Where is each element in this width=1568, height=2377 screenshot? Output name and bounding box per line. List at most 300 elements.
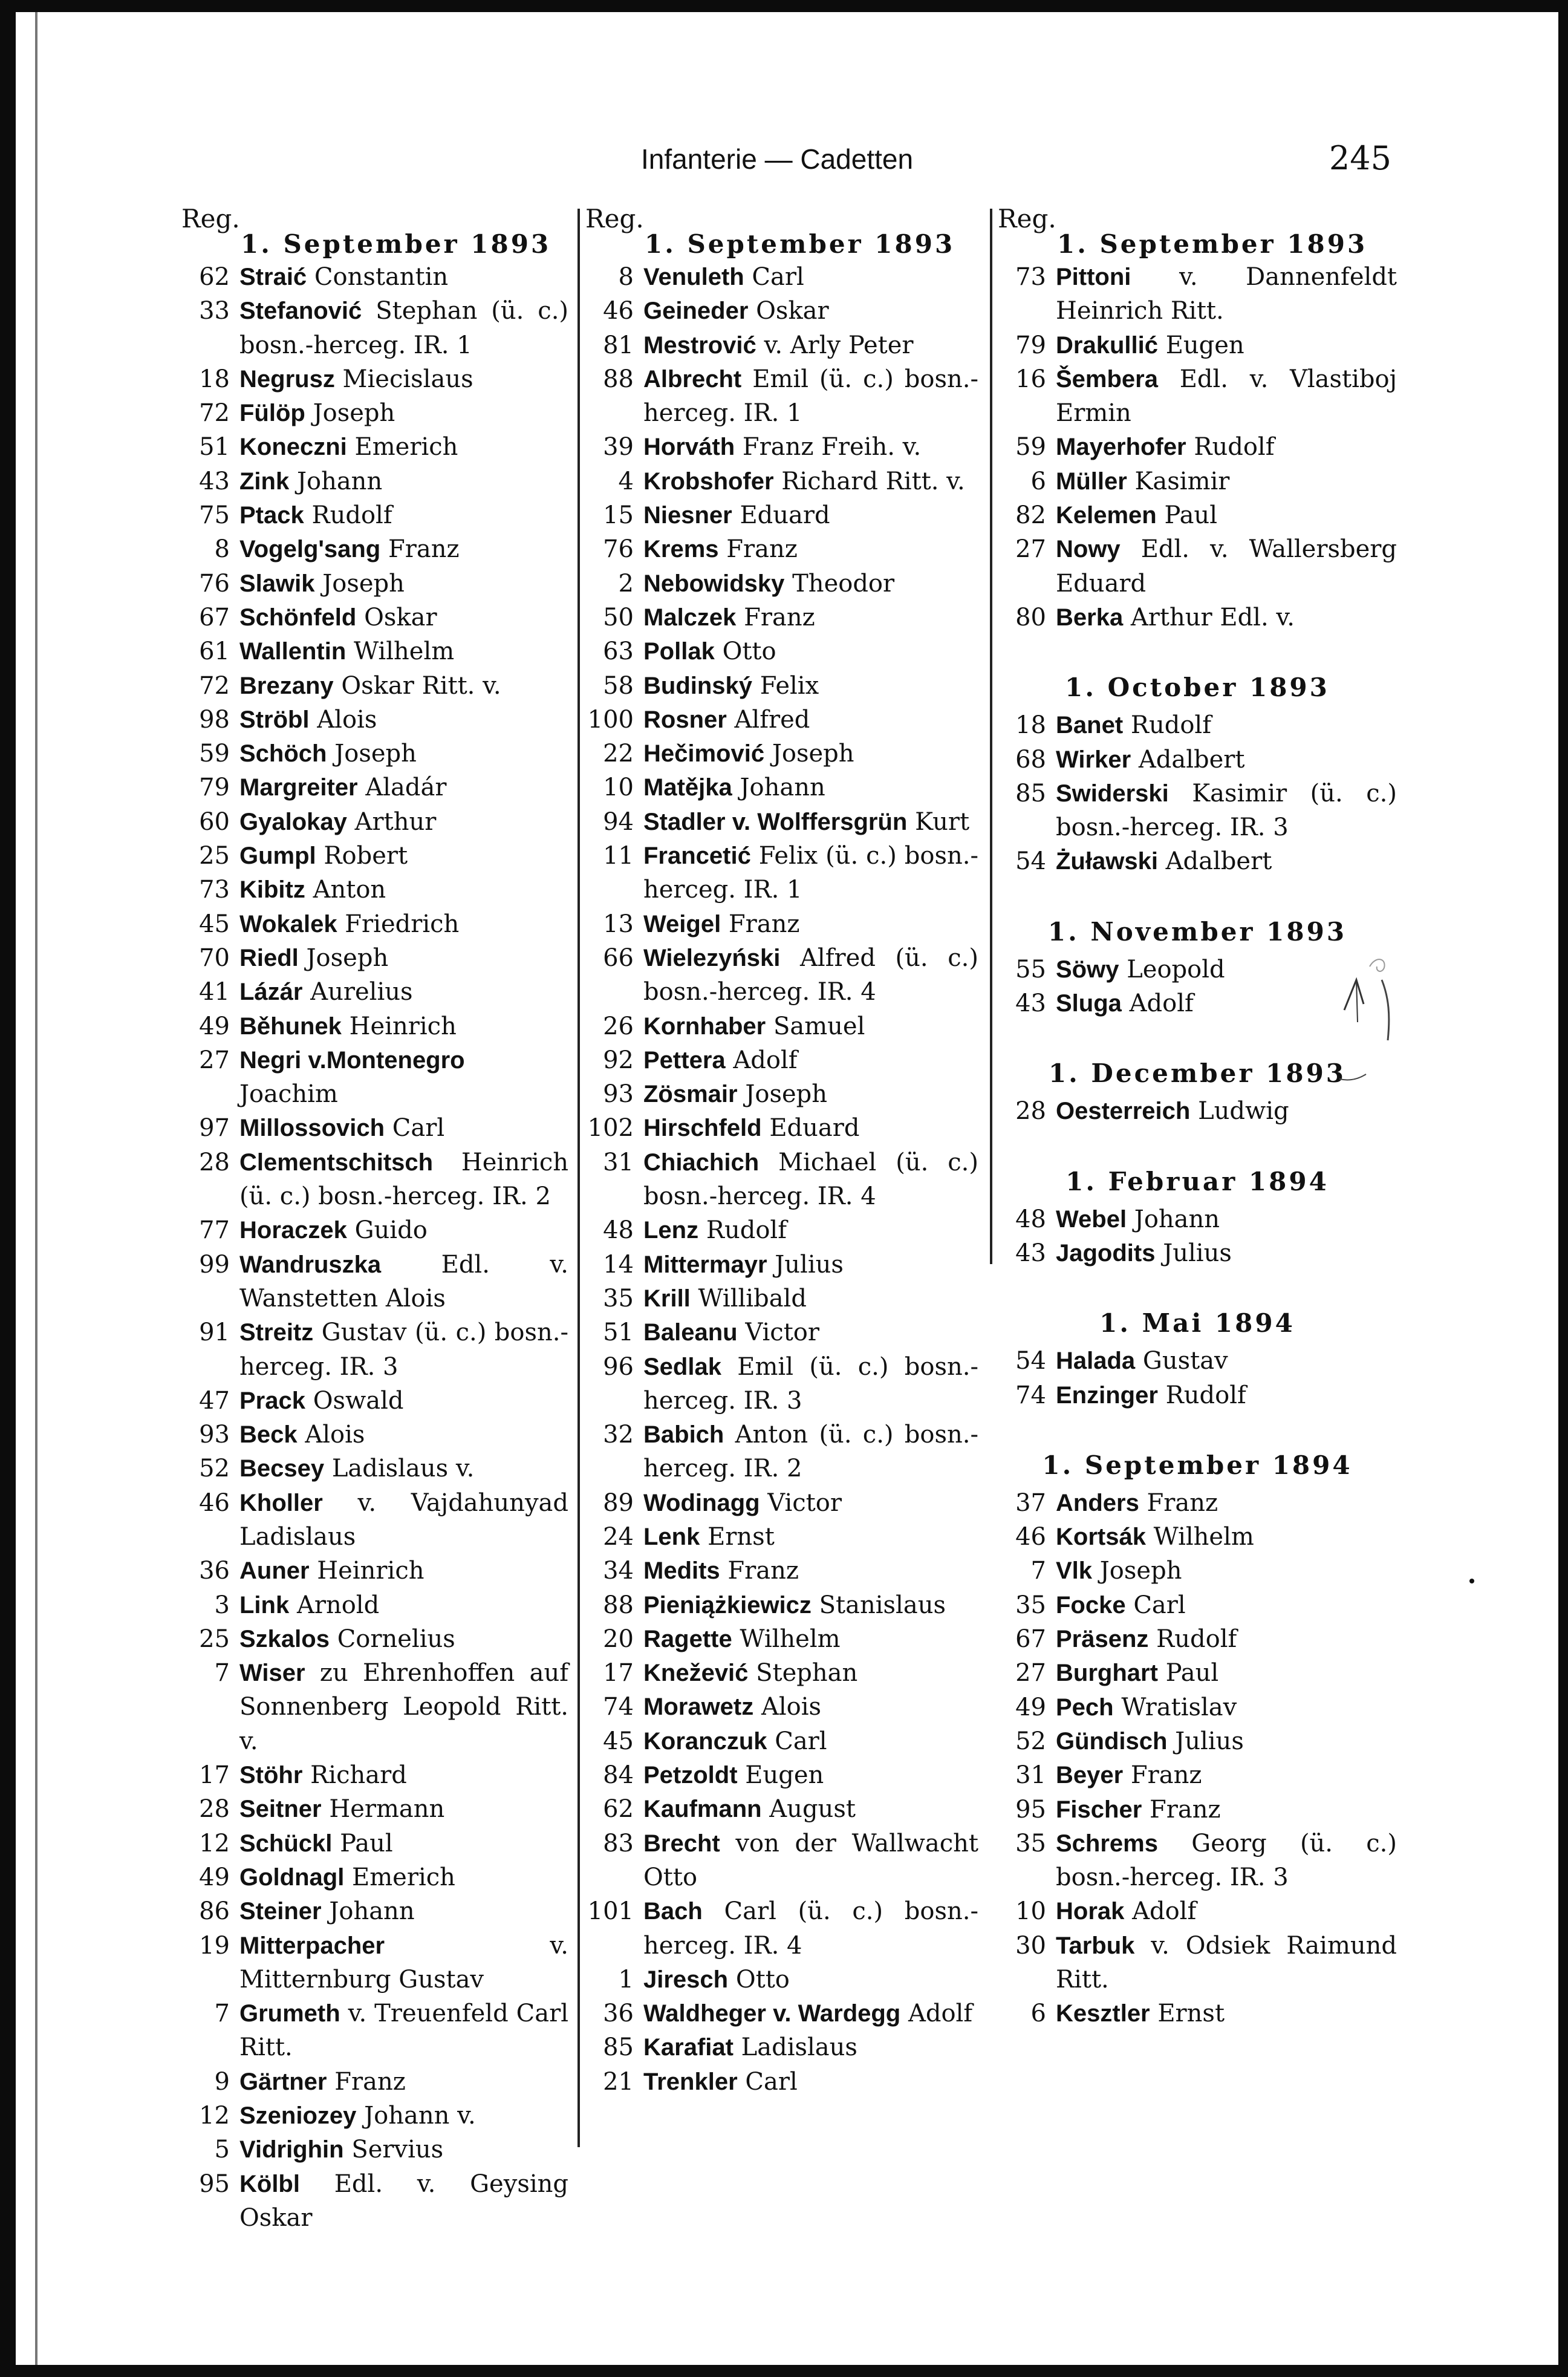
roster-entry: [181, 1588, 568, 1622]
cadet-name: [239, 1758, 568, 1792]
given-name-details: Wratislav: [1121, 1693, 1237, 1721]
surname: Krobshofer: [643, 468, 774, 495]
roster-entry: [585, 1963, 978, 1997]
given-name-details: Carl: [775, 1727, 827, 1755]
roster-entry: [181, 1997, 568, 2065]
cadet-name: [643, 1963, 978, 1997]
regiment-number: 43: [1015, 990, 1046, 1018]
regiment-number: 43: [199, 467, 230, 495]
roster-entry: [998, 1486, 1397, 1520]
regiment-number: 82: [1015, 501, 1046, 530]
given-name-details: Arthur: [354, 807, 437, 836]
regiment-number: 30: [1015, 1931, 1046, 1960]
column-rule: [990, 209, 992, 1264]
roster-entry: [181, 1894, 568, 1928]
roster-entry: [585, 430, 978, 464]
regiment-number: 83: [603, 1829, 634, 1857]
regiment-number: 11: [603, 842, 634, 870]
section-date-heading: 1. September 1893: [241, 229, 551, 259]
cadet-name: [239, 1656, 568, 1758]
regiment-number: 85: [603, 2033, 634, 2062]
roster-entry: [585, 737, 978, 771]
regiment-number: 59: [199, 740, 230, 768]
surname: Burghart: [1056, 1660, 1158, 1687]
cadet-name: [643, 1350, 978, 1418]
regiment-number: 36: [603, 2000, 634, 2028]
surname: Horak: [1056, 1898, 1125, 1925]
cadet-name: [239, 1213, 568, 1247]
cadet-name: [1056, 328, 1397, 362]
roster-entry: [998, 777, 1397, 845]
given-name-details: v. Arly Peter: [764, 331, 914, 359]
column-2: [585, 206, 978, 2099]
cadet-name: [643, 1282, 978, 1316]
given-name-details: Adolf: [908, 2000, 973, 2028]
given-name-details: Richard: [310, 1761, 407, 1790]
given-name-details: Cornelius: [337, 1625, 455, 1653]
surname: Albrecht: [643, 365, 742, 393]
regiment-number: 41: [199, 978, 230, 1006]
roster-entry: [585, 703, 978, 737]
given-name-details: Ernst: [708, 1522, 775, 1551]
surname: Enzinger: [1056, 1381, 1158, 1409]
regiment-number: 58: [603, 671, 634, 700]
given-name-details: Johann: [1134, 1205, 1220, 1233]
cadet-name: [1056, 430, 1397, 464]
cadet-name: [643, 805, 978, 839]
column-3: [998, 206, 1397, 2031]
given-name-details: Miecislaus: [342, 365, 473, 393]
roster-entry: [585, 1997, 978, 2030]
surname: Straić: [239, 264, 307, 290]
regiment-number: 88: [603, 365, 634, 393]
roster-entry: [998, 1691, 1397, 1724]
cadet-name: [1056, 1378, 1397, 1412]
regiment-number: 39: [603, 433, 634, 461]
regiment-number: 2: [618, 569, 634, 598]
cadet-name: [239, 873, 568, 907]
cadet-name: [643, 1146, 978, 1214]
cadet-name: [643, 328, 978, 362]
given-name-details: Emil (ü. c.) bosn.-herceg. IR. 3: [643, 1352, 978, 1415]
cadet-name: [239, 703, 568, 737]
surname: Mestrović: [643, 331, 756, 359]
cadet-name: [643, 1827, 978, 1895]
cadet-name: [1056, 1554, 1397, 1588]
roster-entry: [998, 953, 1397, 986]
roster-entry: [998, 362, 1397, 431]
given-name-details: Felix: [760, 671, 819, 700]
roster-entry: [585, 1758, 978, 1792]
cadet-name: [239, 1860, 568, 1894]
reg-label: Reg.: [998, 204, 1056, 233]
roster-entry: [181, 2065, 568, 2099]
surname: Webel: [1056, 1205, 1127, 1233]
roster-entry: [181, 1554, 568, 1588]
cadet-name: [643, 1894, 978, 1963]
regiment-number: 73: [199, 876, 230, 904]
cadet-name: [643, 1043, 978, 1077]
cadet-name: [239, 1248, 568, 1316]
surname: Petzoldt: [643, 1762, 738, 1789]
cadet-name: [643, 1418, 978, 1486]
surname: Anders: [1056, 1489, 1139, 1516]
roster-entry: [585, 805, 978, 839]
roster-entry: [585, 1554, 978, 1588]
handwritten-arrow-mark: [1339, 956, 1400, 1089]
cadet-name: [1056, 1691, 1397, 1724]
regiment-number: 66: [603, 944, 634, 972]
cadet-name: [239, 1146, 568, 1214]
cadet-name: [643, 498, 978, 532]
given-name-details: Johann: [296, 467, 383, 495]
regiment-number: 91: [199, 1319, 230, 1347]
regiment-number: 72: [199, 399, 230, 428]
roster-entry: [585, 1077, 978, 1111]
surname: Wokalek: [239, 910, 337, 937]
regiment-number: 74: [1015, 1381, 1046, 1409]
regiment-number: 10: [603, 774, 634, 802]
cadet-name: [1056, 532, 1397, 601]
regiment-number: 51: [603, 1319, 634, 1347]
surname: Gumpl: [239, 843, 316, 870]
roster-entry: [181, 1418, 568, 1452]
regiment-number: 68: [1015, 745, 1046, 774]
cadet-name: [643, 1792, 978, 1826]
given-name-details: Otto: [735, 1965, 790, 1994]
regiment-number: 75: [199, 501, 230, 530]
roster-entry: [998, 844, 1397, 878]
cadet-name: [643, 1588, 978, 1622]
regiment-number: 27: [1015, 1659, 1046, 1687]
surname: Negrusz: [239, 365, 335, 393]
regiment-number: 93: [199, 1421, 230, 1449]
given-name-details: Aladár: [365, 774, 447, 802]
roster-entry: [585, 601, 978, 634]
given-name-details: Heinrich: [349, 1012, 457, 1040]
roster-entry: [181, 294, 568, 362]
surname: Krems: [643, 536, 719, 563]
surname: Stefanović: [239, 298, 362, 325]
cadet-name: [239, 2099, 568, 2133]
given-name-details: Alois: [317, 705, 377, 734]
roster-entry: [181, 1248, 568, 1316]
roster-entry: [181, 2167, 568, 2235]
cadet-name: [239, 669, 568, 703]
regiment-number: 62: [199, 263, 230, 291]
cadet-name: [1056, 498, 1397, 532]
cadet-name: [643, 465, 978, 498]
surname: Hirschfeld: [643, 1115, 762, 1142]
regiment-number: 63: [603, 637, 634, 666]
cadet-name: [643, 1758, 978, 1792]
surname: Pettera: [643, 1046, 726, 1074]
given-name-details: Franz: [726, 535, 798, 564]
roster-entry: [585, 465, 978, 498]
cadet-name: [643, 1724, 978, 1758]
roster-entry: [181, 465, 568, 498]
surname: Swiderski: [1056, 780, 1169, 807]
given-name-details: Ladislaus: [741, 2033, 857, 2062]
regiment-number: 47: [199, 1386, 230, 1415]
roster-entry: [585, 1894, 978, 1963]
surname: Matějka: [643, 774, 732, 801]
given-name-details: v. Vajdahunyad Ladislaus: [239, 1488, 568, 1551]
cadet-name: [643, 1077, 978, 1111]
roster-entry: [181, 941, 568, 975]
surname: Pech: [1056, 1694, 1114, 1721]
regiment-number: 72: [199, 671, 230, 700]
roster-entry: [998, 1929, 1397, 1997]
given-name-details: Julius: [1163, 1239, 1232, 1267]
roster-entry: [181, 260, 568, 294]
regiment-number: 17: [199, 1761, 230, 1790]
cadet-name: [1056, 1344, 1397, 1378]
given-name-details: Eduard: [769, 1114, 860, 1143]
regiment-number: 15: [603, 501, 634, 530]
given-name-details: Rudolf: [1165, 1381, 1246, 1409]
cadet-name: [643, 839, 978, 907]
given-name-details: Constantin: [314, 263, 449, 291]
given-name-details: Joseph: [322, 569, 405, 598]
surname: Negri v.Montenegro: [239, 1046, 465, 1074]
given-name-details: Adolf: [1129, 990, 1194, 1018]
scan-border-left: [0, 0, 16, 2377]
roster-entry: [585, 1520, 978, 1554]
surname: Kholler: [239, 1489, 323, 1516]
regiment-number: 10: [1015, 1897, 1046, 1926]
given-name-details: Julius: [1175, 1727, 1244, 1755]
regiment-number: 18: [1015, 711, 1046, 740]
surname: Běhunek: [239, 1012, 342, 1040]
given-name-details: Joseph: [772, 740, 854, 768]
given-name-details: Gustav: [1142, 1347, 1228, 1375]
surname: Zösmair: [643, 1081, 738, 1108]
regiment-number: 92: [603, 1046, 634, 1074]
given-name-details: Richard Ritt. v.: [781, 467, 965, 495]
cadet-name: [1056, 1520, 1397, 1554]
regiment-number: 1: [618, 1965, 634, 1994]
cadet-name: [643, 737, 978, 771]
roster-entry: [181, 737, 568, 771]
roster-entry: [585, 634, 978, 668]
cadet-name: [643, 567, 978, 601]
surname: Präsenz: [1056, 1626, 1149, 1653]
given-name-details: Adalbert: [1165, 847, 1272, 876]
cadet-name: [1056, 1929, 1397, 1997]
given-name-details: Ladislaus v.: [331, 1455, 475, 1483]
surname: Streitz: [239, 1319, 314, 1346]
roster-entry: [585, 1146, 978, 1214]
given-name-details: Edl. v. Geysing Oskar: [239, 2170, 569, 2232]
surname: Morawetz: [643, 1694, 754, 1721]
roster-entry: [998, 1344, 1397, 1378]
regiment-number: 8: [214, 535, 230, 564]
surname: Schrems: [1056, 1830, 1158, 1857]
cadet-name: [1056, 1622, 1397, 1656]
regiment-number: 62: [603, 1795, 634, 1824]
roster-entry: [585, 941, 978, 1009]
surname: Krill: [643, 1285, 691, 1312]
surname: Goldnagl: [239, 1863, 345, 1891]
cadet-name: [643, 1248, 978, 1282]
surname: Steiner: [239, 1898, 322, 1925]
surname: Mitterpacher: [239, 1932, 385, 1959]
roster-entry: [998, 1724, 1397, 1758]
given-name-details: Gustav (ü. c.) bosn.-herceg. IR. 3: [239, 1319, 568, 1381]
regiment-number: 9: [214, 2067, 230, 2096]
surname: Babich: [643, 1421, 724, 1449]
surname: Tarbuk: [1056, 1932, 1135, 1959]
roster-entry: [585, 1043, 978, 1077]
given-name-details: Servius: [351, 2136, 444, 2164]
roster-entry: [585, 328, 978, 362]
cadet-name: [643, 1213, 978, 1247]
surname: Zink: [239, 468, 290, 495]
cadet-name: [239, 1009, 568, 1043]
regiment-number: 95: [1015, 1795, 1046, 1824]
regiment-number: 85: [1015, 779, 1046, 807]
surname: Nowy: [1056, 536, 1121, 563]
speck: [1469, 1579, 1474, 1583]
given-name-details: Carl: [752, 263, 804, 291]
regiment-number: 45: [199, 910, 230, 938]
roster-entry: [998, 1554, 1397, 1588]
given-name-details: Willibald: [698, 1284, 807, 1312]
regiment-number: 96: [603, 1352, 634, 1381]
roster-entry: [585, 294, 978, 328]
roster-entry: [585, 1656, 978, 1690]
surname: Waldheger v. Wardegg: [643, 2000, 901, 2027]
roster-entry: [181, 1452, 568, 1485]
cadet-name: [643, 294, 978, 328]
given-name-details: Oswald: [313, 1386, 404, 1415]
surname: Fischer: [1056, 1796, 1142, 1823]
reg-label: Reg.: [585, 204, 644, 233]
surname: Auner: [239, 1557, 310, 1585]
cadet-name: [1056, 1997, 1397, 2030]
given-name-details: Rudolf: [1156, 1625, 1237, 1654]
surname: Kelemen: [1056, 502, 1157, 529]
roster-entry: [998, 430, 1397, 464]
surname: Wodinagg: [643, 1489, 760, 1516]
surname: Berka: [1056, 604, 1124, 631]
surname: Żuławski: [1056, 848, 1158, 875]
surname: Oesterreich: [1056, 1098, 1191, 1125]
surname: Kaufmann: [643, 1796, 762, 1823]
given-name-details: Franz: [744, 603, 815, 631]
cadet-name: [1056, 777, 1397, 845]
surname: Brecht: [643, 1830, 720, 1857]
section-date-heading: 1. November 1893: [1047, 916, 1347, 947]
regiment-number: 89: [603, 1488, 634, 1517]
surname: Szeniozey: [239, 2102, 357, 2130]
roster-entry: [585, 532, 978, 566]
roster-entry: [998, 1997, 1397, 2030]
surname: Wirker: [1056, 746, 1131, 773]
cadet-name: [239, 294, 568, 362]
regiment-number: 70: [199, 944, 230, 972]
regiment-number: 13: [603, 910, 634, 938]
roster-entry: [998, 1758, 1397, 1792]
surname: Lázár: [239, 979, 303, 1006]
surname: Lenz: [643, 1217, 699, 1244]
surname: Medits: [643, 1557, 720, 1585]
given-name-details: Kasimir (ü. c.) bosn.-herceg. IR. 3: [1056, 779, 1397, 842]
roster-entry: [998, 1793, 1397, 1827]
cadet-name: [239, 260, 568, 294]
surname: Kesztler: [1056, 2000, 1150, 2027]
surname: Mittermayr: [643, 1251, 767, 1278]
surname: Niesner: [643, 502, 732, 529]
surname: Halada: [1056, 1348, 1136, 1375]
regiment-number: 8: [618, 263, 634, 291]
given-name-details: Franz: [1150, 1795, 1221, 1824]
regiment-number: 20: [603, 1625, 634, 1653]
regiment-number: 32: [603, 1421, 634, 1449]
cadet-name: [239, 1043, 568, 1112]
roster-entry: [585, 771, 978, 804]
regiment-number: 35: [1015, 1829, 1046, 1857]
regiment-number: 76: [199, 569, 230, 598]
given-name-details: Victor: [745, 1319, 819, 1347]
roster-entry: [998, 1656, 1397, 1690]
roster-entry: [181, 1758, 568, 1792]
surname: Wielezyński: [643, 944, 781, 971]
roster-entry: [998, 532, 1397, 601]
regiment-number: 59: [1015, 433, 1046, 461]
cadet-name: [239, 1622, 568, 1656]
given-name-details: Joachim: [239, 1080, 338, 1109]
regiment-number: 74: [603, 1693, 634, 1721]
regiment-number: 28: [1015, 1097, 1046, 1126]
roster-entry: [998, 498, 1397, 532]
cadet-name: [239, 362, 568, 396]
surname: Kibitz: [239, 876, 305, 904]
given-name-details: Kurt: [915, 807, 970, 836]
column-1: [181, 206, 568, 2235]
regiment-number: 97: [199, 1114, 230, 1143]
surname: Wandruszka: [239, 1251, 382, 1278]
regiment-number: 26: [603, 1012, 634, 1040]
surname: Banet: [1056, 712, 1124, 739]
regiment-number: 45: [603, 1727, 634, 1755]
roster-entry: [585, 1350, 978, 1418]
surname: Karafiat: [643, 2034, 734, 2061]
surname: Francetić: [643, 843, 751, 870]
roster-entry: [585, 2065, 978, 2099]
given-name-details: Edl. v. Wanstetten Alois: [239, 1250, 568, 1312]
given-name-details: Joseph: [745, 1080, 828, 1109]
cadet-name: [643, 907, 978, 941]
cadet-name: [239, 2133, 568, 2167]
cadet-name: [239, 2167, 568, 2235]
surname: Šembera: [1056, 365, 1158, 393]
cadet-name: [239, 465, 568, 498]
roster-entry: [181, 1316, 568, 1384]
given-name-details: Franz: [727, 1557, 799, 1585]
surname: Geineder: [643, 298, 749, 325]
roster-entry: [585, 1622, 978, 1656]
surname: Hečimović: [643, 740, 765, 768]
regiment-number: 48: [1015, 1205, 1046, 1233]
regiment-number: 7: [1030, 1557, 1046, 1585]
regiment-number: 12: [199, 2102, 230, 2130]
cadet-name: [1056, 465, 1397, 498]
regiment-number: 6: [1030, 2000, 1046, 2028]
cadet-name: [643, 1554, 978, 1588]
cadet-name: [239, 1554, 568, 1588]
